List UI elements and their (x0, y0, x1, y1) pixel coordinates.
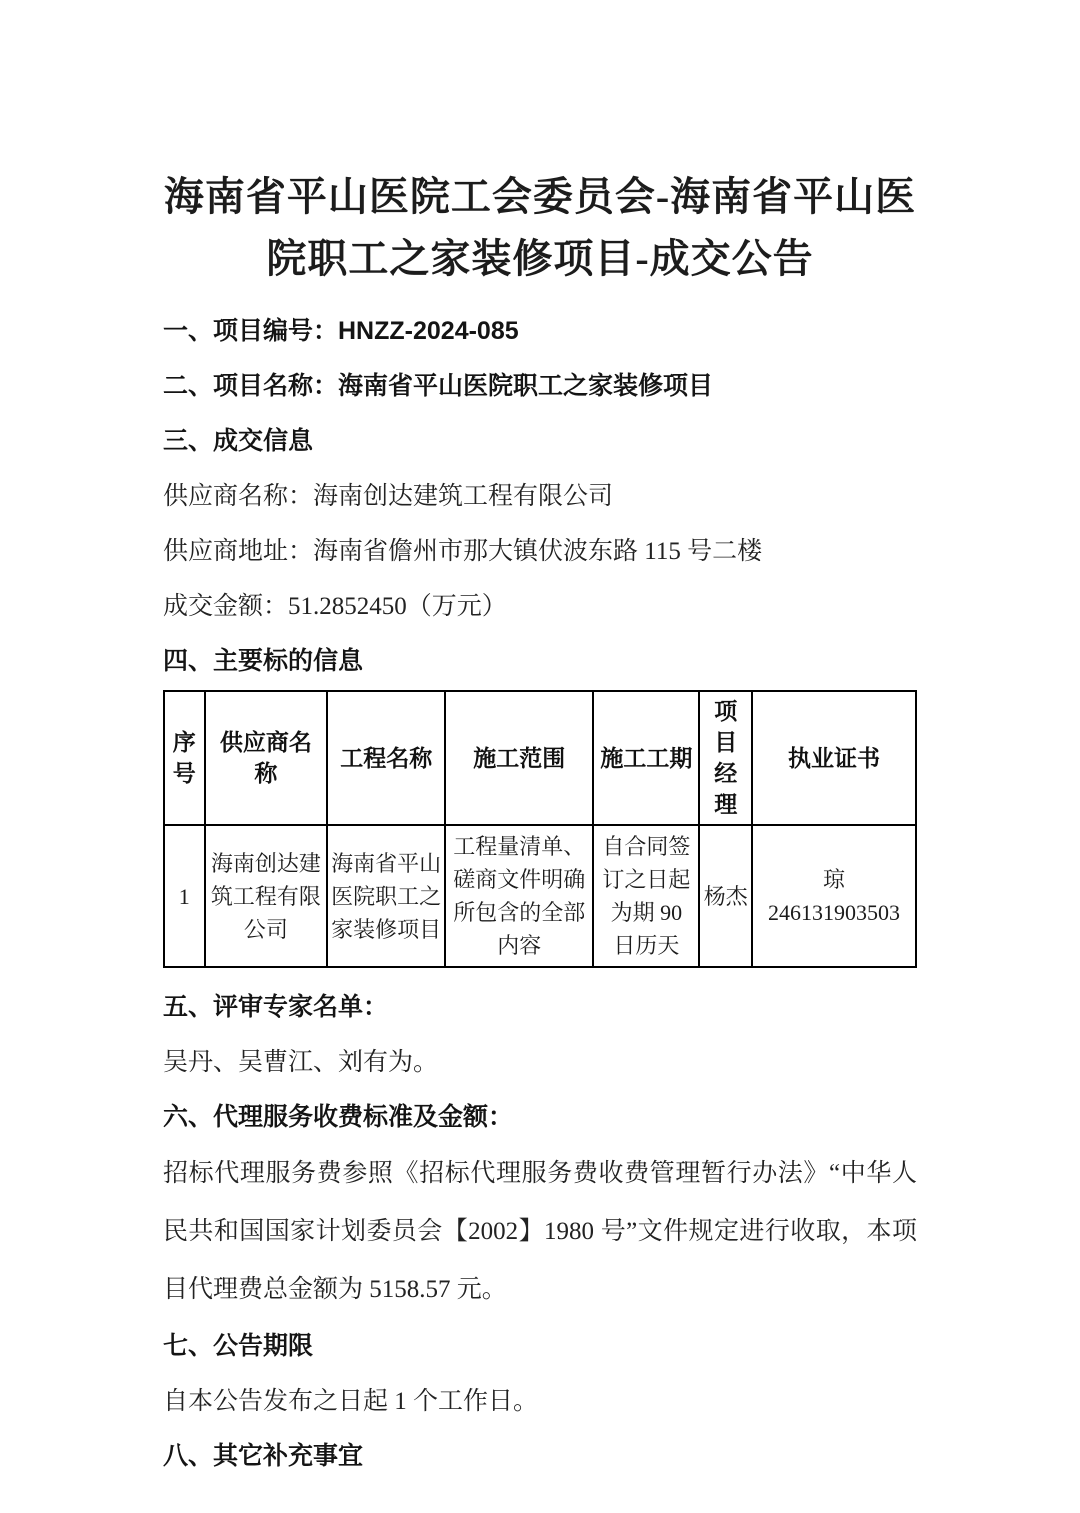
table-cell-license: 琼 246131903503 (752, 825, 916, 967)
table-header-cell-seq: 序号 (164, 691, 205, 825)
supplier-address-line: 供应商地址：海南省儋州市那大镇伏波东路 115 号二楼 (163, 538, 763, 565)
page-title: 海南省平山医院工会委员会-海南省平山医院职工之家装修项目-成交公告 (163, 174, 917, 281)
agency-fee-paragraph: 招标代理服务费参照《招标代理服务费收费管理暂行办法》“中华人民共和国国家计划委员会【2002】1980 号”文件规定进行收取，本项目代理费总金额为 5158.57 元。 (163, 1160, 917, 1303)
sections-container (163, 304, 917, 1484)
table-row (164, 825, 916, 967)
section-heading-subject-info: 四、主要标的信息 (163, 647, 364, 675)
table-header-cell-manager: 项目经理 (699, 691, 752, 825)
section-heading-supplementary: 八、其它补充事宜 (163, 1442, 364, 1470)
award-amount-line: 成交金额：51.2852450（万元） (163, 593, 507, 620)
table-header-cell-license: 执业证书 (752, 691, 916, 825)
notice-period-line: 自本公告发布之日起 1 个工作日。 (163, 1388, 539, 1415)
section-heading-agency-fee: 六、代理服务收费标准及金额： (163, 1103, 514, 1131)
section-heading-experts: 五、评审专家名单： (163, 993, 389, 1021)
supplier-name-line: 供应商名称：海南创达建筑工程有限公司 (163, 483, 614, 510)
award-table (163, 690, 917, 968)
table-cell-seq: 1 (164, 825, 205, 967)
experts-list-line: 吴丹、吴曹江、刘有为。 (163, 1049, 439, 1076)
table-cell-scope: 工程量清单、磋商文件明确所包含的全部内容 (445, 825, 593, 967)
table-cell-project: 海南省平山医院职工之家装修项目 (327, 825, 445, 967)
table-cell-supplier: 海南创达建筑工程有限公司 (205, 825, 328, 967)
section-heading-project-name: 二、项目名称：海南省平山医院职工之家装修项目 (163, 372, 714, 400)
section-heading-award-info: 三、成交信息 (163, 427, 314, 455)
table-header-cell-duration: 施工工期 (593, 691, 699, 825)
section-heading-notice-period: 七、公告期限 (163, 1332, 314, 1360)
section-heading-project-number: 一、项目编号：HNZZ-2024-085 (163, 317, 519, 345)
table-header-cell-scope: 施工范围 (445, 691, 593, 825)
table-header-row (164, 691, 916, 825)
table-header-cell-project: 工程名称 (327, 691, 445, 825)
table-cell-manager: 杨杰 (699, 825, 752, 967)
table-cell-duration: 自合同签订之日起为期 90 日历天 (593, 825, 699, 967)
table-header-cell-supplier: 供应商名称 (205, 691, 328, 825)
